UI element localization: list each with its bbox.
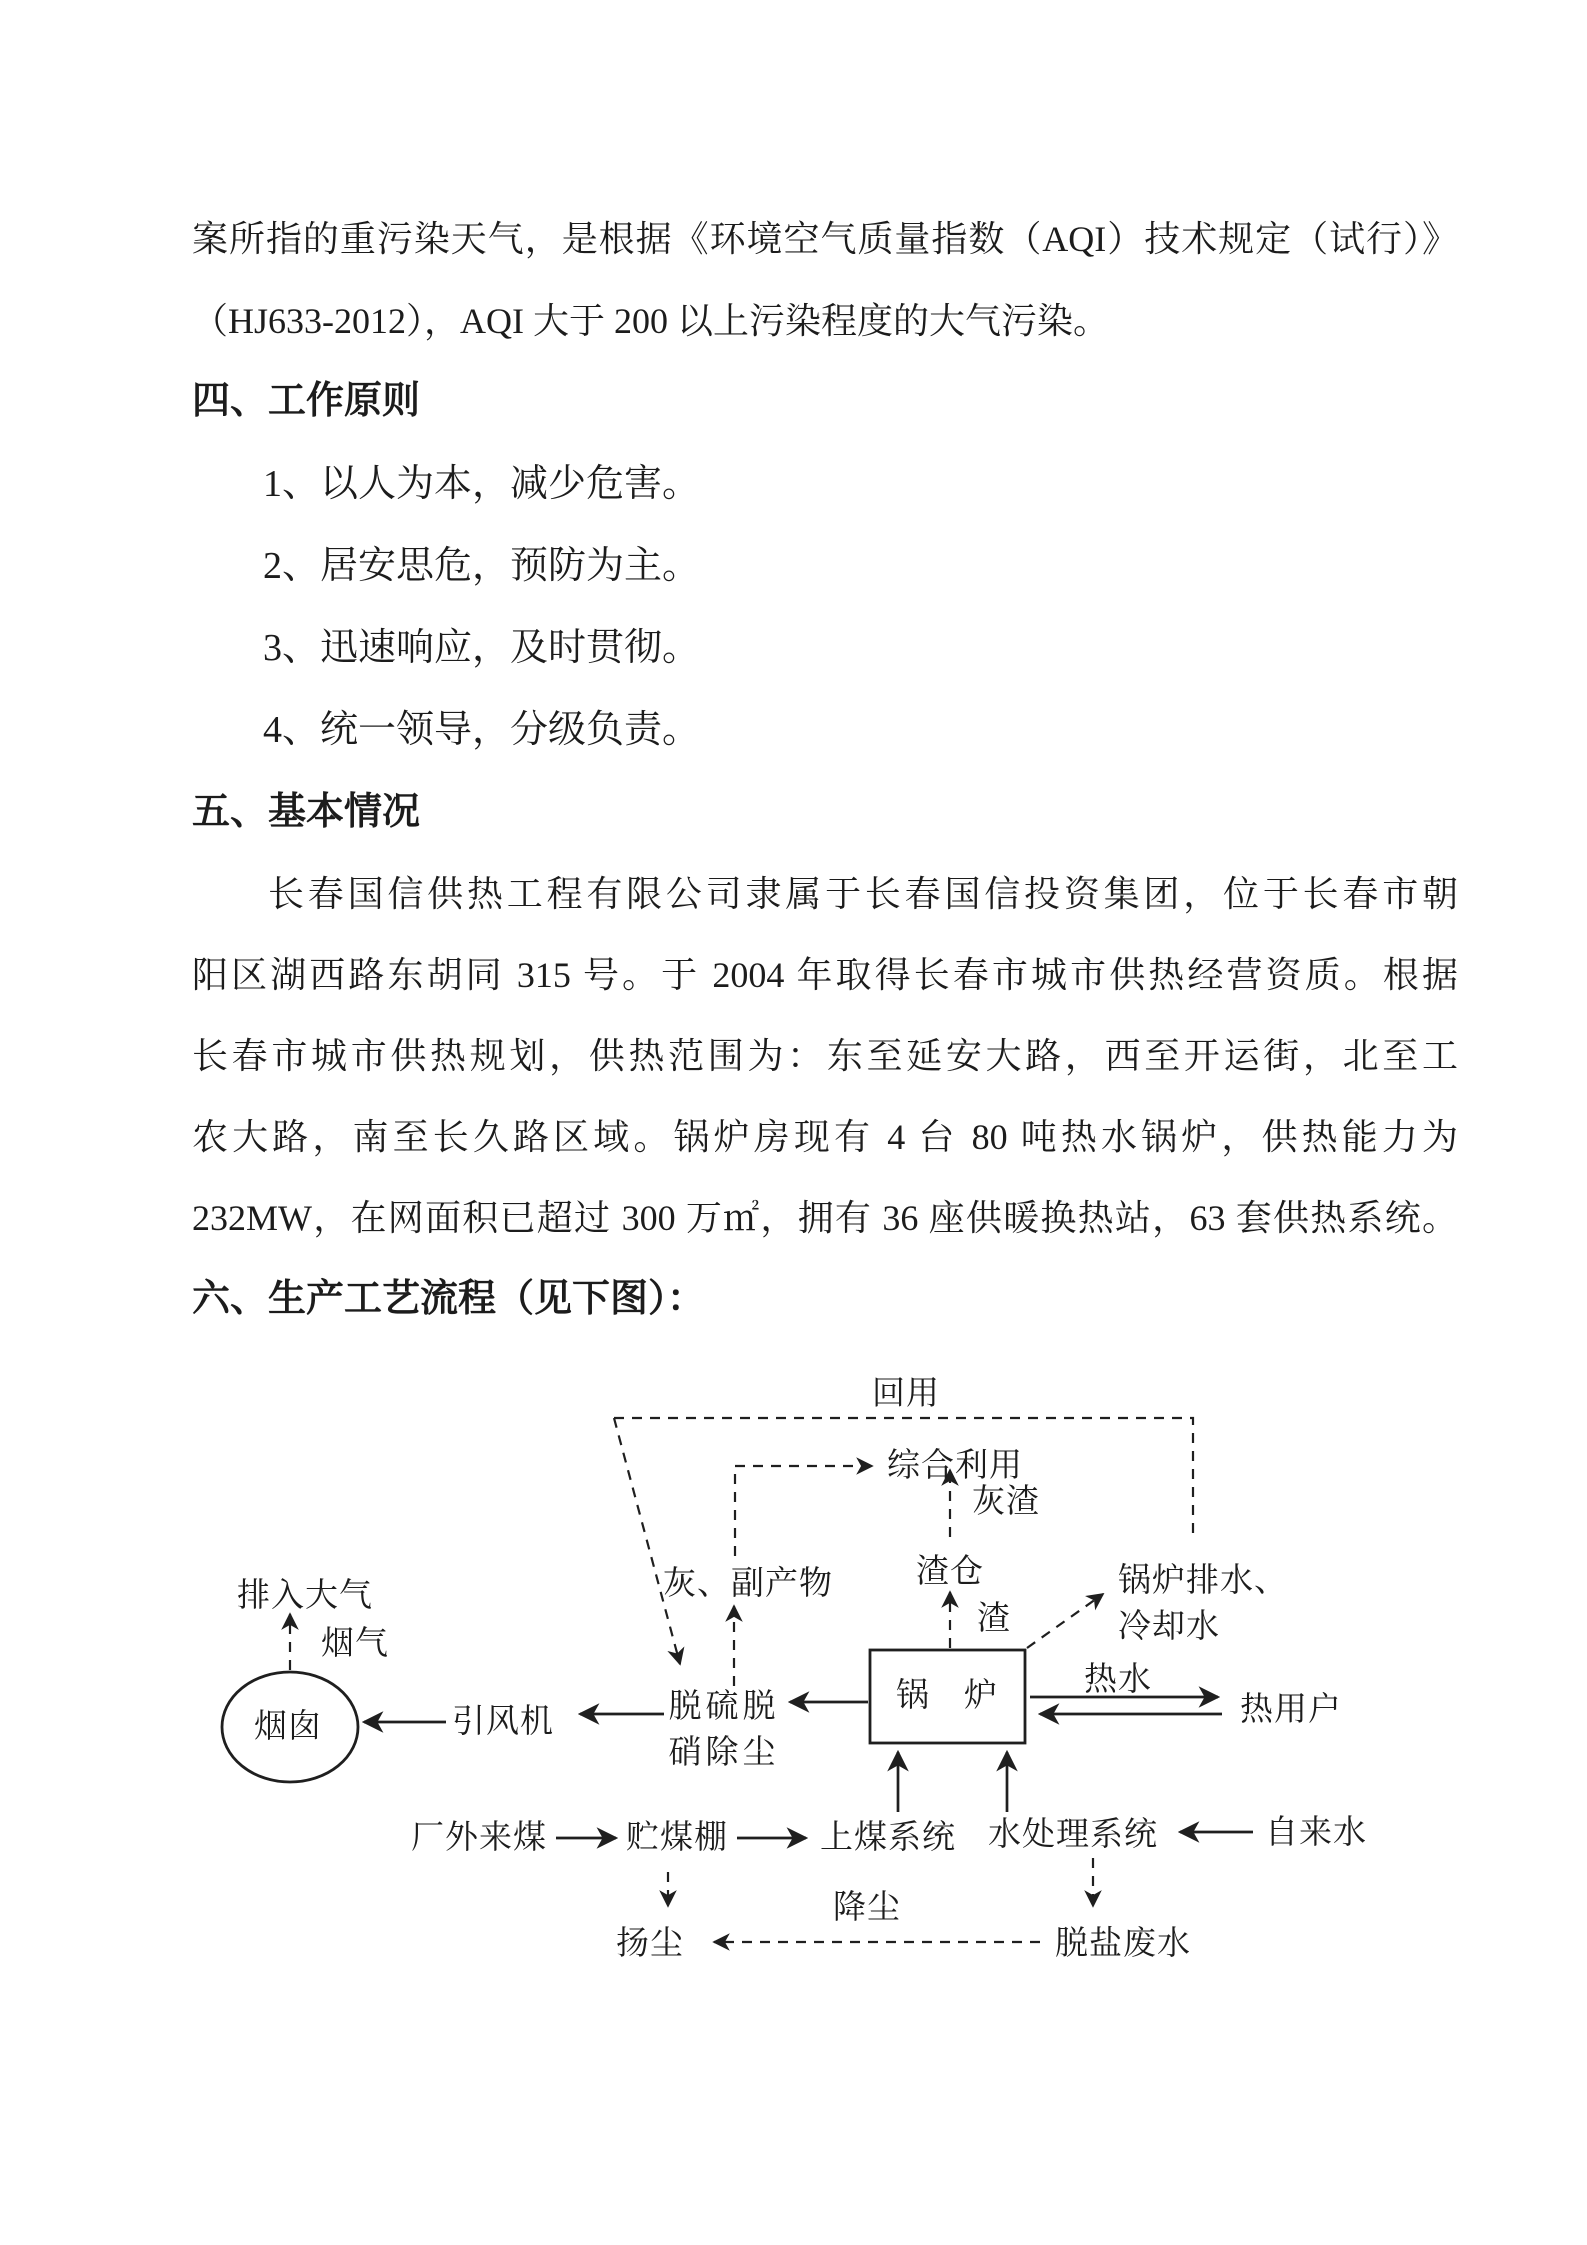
node-desulfurization-line1: 脱硫脱 [668,1689,780,1725]
list-item: 1、以人为本，减少危害。 [263,463,701,505]
node-ash-slag: 灰渣 [972,1484,1040,1520]
node-coal-from-outside: 厂外来煤 [411,1820,547,1856]
node-dust-fall: 降尘 [833,1890,901,1926]
node-coal-feeding-system: 上煤系统 [820,1820,956,1856]
node-boiler-drain-line1: 锅炉排水、 [1118,1563,1288,1599]
paragraph-line: （HJ633-2012），AQI 大于 200 以上污染程度的大气污染。 [192,301,1109,341]
boiler-to-drain-arrow [1027,1594,1103,1648]
paragraph-line: 长春市城市供热规划，供热范围为：东至延安大路，西至开运街，北至工 [192,1036,1458,1076]
node-induced-draft-fan: 引风机 [452,1704,554,1740]
node-boiler: 锅 炉 [896,1678,998,1714]
node-chimney: 烟囱 [254,1709,322,1745]
node-slag: 渣 [977,1601,1011,1637]
paragraph-line: 长春国信供热工程有限公司隶属于长春国信投资集团，位于长春市朝 [268,874,1458,914]
node-water-treatment-system: 水处理系统 [988,1817,1158,1853]
node-desulfurization [669,1684,780,1776]
paragraph-line: 阳区湖西路东胡同 315 号。于 2004 年取得长春市城市供热经营资质。根据 [192,955,1458,995]
node-boiler-drain [1118,1558,1288,1650]
node-desalted-wastewater: 脱盐废水 [1055,1926,1191,1962]
node-boiler-drain-line2: 冷却水 [1118,1609,1220,1645]
list-item: 2、居安思危，预防为主。 [263,545,701,587]
section5-heading: 五、基本情况 [192,791,421,833]
list-item: 3、迅速响应，及时贯彻。 [263,627,701,669]
node-flue-gas: 烟气 [321,1626,389,1662]
list-item: 4、统一领导，分级负责。 [263,709,701,751]
node-desulfurization-line2: 硝除尘 [668,1735,780,1771]
node-fugitive-dust: 扬尘 [616,1926,684,1962]
node-comprehensive-use: 综合利用 [887,1448,1023,1484]
section6-heading: 六、生产工艺流程（见下图）： [192,1278,706,1320]
paragraph-line: 农大路，南至长久路区域。锅炉房现有 4 台 80 吨热水锅炉，供热能力为 [192,1117,1458,1157]
node-ash-byproduct: 灰、副产物 [663,1566,833,1602]
node-heat-users: 热用户 [1240,1692,1342,1728]
reuse-to-desulf-arrow [614,1418,680,1664]
node-slag-bin: 渣仓 [916,1554,984,1590]
node-reuse: 回用 [872,1376,940,1412]
node-coal-shed: 贮煤棚 [626,1820,728,1856]
paragraph-line: 案所指的重污染天气，是根据《环境空气质量指数（AQI）技术规定（试行）》 [192,219,1458,259]
node-tap-water: 自来水 [1265,1815,1367,1851]
paragraph-line: 232MW，在网面积已超过 300 万㎡，拥有 36 座供暖换热站，63 套供热系统。 [192,1198,1458,1238]
node-hot-water: 热水 [1084,1662,1152,1698]
node-to-atmosphere: 排入大气 [237,1578,373,1614]
section4-heading: 四、工作原则 [192,380,421,422]
